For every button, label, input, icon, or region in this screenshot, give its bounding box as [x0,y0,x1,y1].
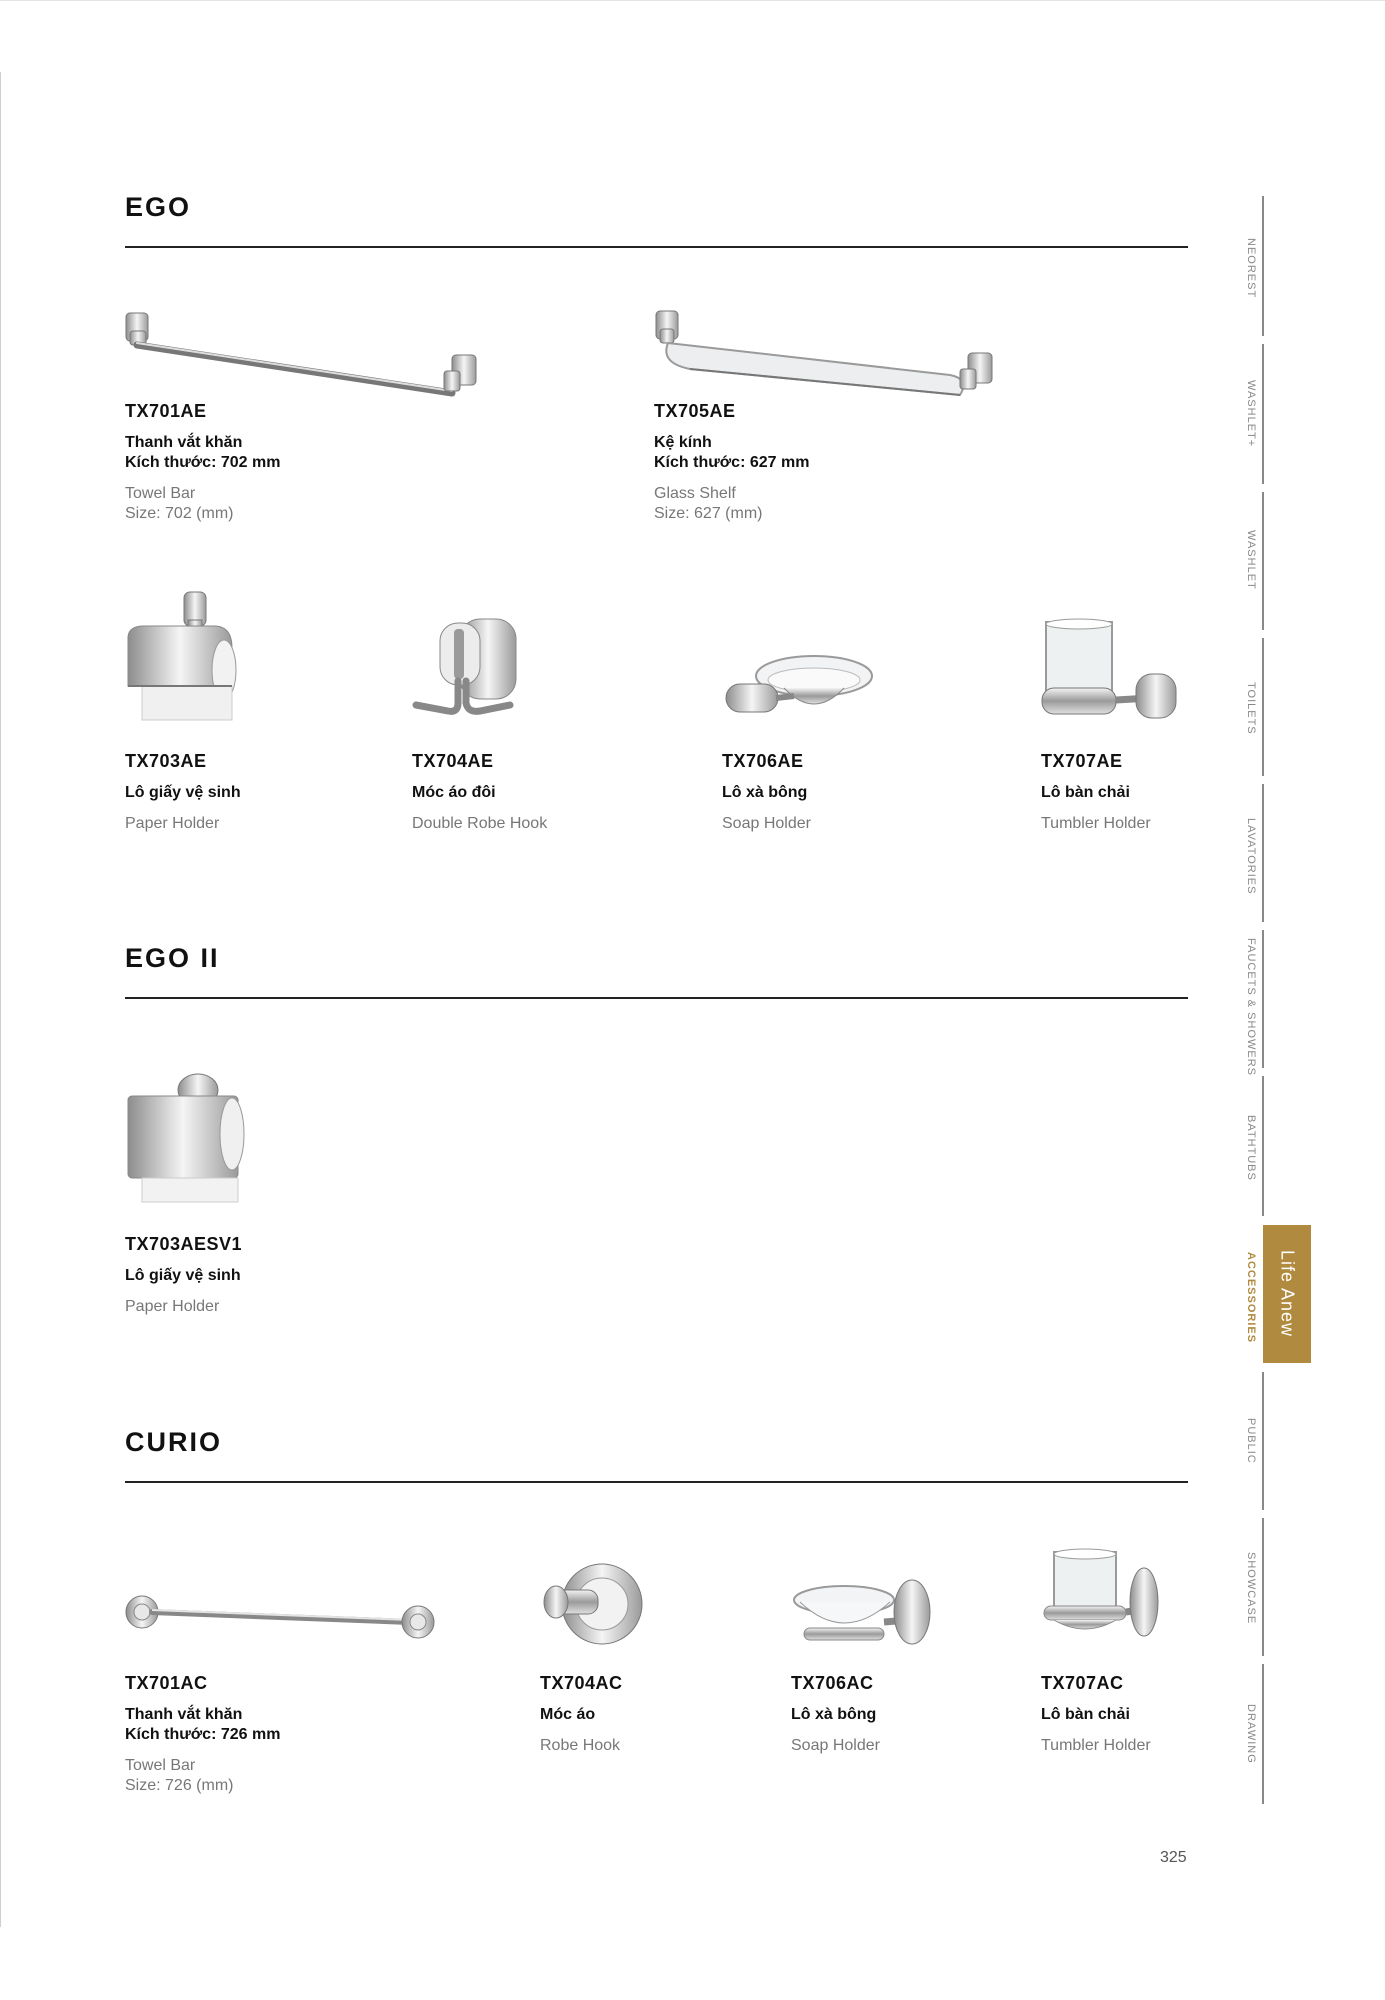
side-nav-divider [1262,196,1264,336]
page-left-border [0,72,1,1927]
product-size-vn: Kích thước: 627 mm [654,454,810,471]
product-name-vn: Lô giấy vệ sinh [125,784,241,801]
side-nav-divider [1262,1076,1264,1216]
product-tx701ae [125,400,280,524]
product-name-en: Tumbler Holder [1041,1737,1151,1754]
product-size-en: Size: 702 (mm) [125,505,234,522]
side-nav-item-accessories[interactable]: ACCESSORIES [1245,1252,1257,1344]
paper-holder-image [124,590,244,730]
side-nav-divider [1262,638,1264,776]
towel-bar-image [122,305,487,405]
section-divider-ego-ii [125,997,1188,999]
product-code: TX701AC [125,1673,208,1693]
product-name-en: Tumbler Holder [1041,815,1151,832]
product-code: TX704AE [412,751,494,771]
side-nav-item-washlet[interactable]: WASHLET [1245,530,1257,590]
side-nav-divider [1262,492,1264,630]
side-nav-item-public[interactable]: PUBLIC [1245,1418,1257,1464]
product-code: TX706AE [722,751,804,771]
curio-robe-hook-image [538,1562,648,1652]
product-name-vn: Lô xà bông [791,1706,877,1723]
product-name-en: Paper Holder [125,1298,220,1315]
active-tab-label: Life Anew [1277,1250,1298,1338]
product-tx703ae [125,750,241,834]
product-size-en: Size: 627 (mm) [654,505,763,522]
side-nav-item-showcase[interactable]: SHOWCASE [1245,1552,1257,1625]
soap-holder-image [722,650,877,730]
product-tx701ac [125,1672,280,1796]
product-name-en: Robe Hook [540,1737,621,1754]
side-nav-divider [1262,784,1264,922]
side-nav-item-lavatories[interactable]: LAVATORIES [1245,818,1257,895]
product-code: TX707AE [1041,751,1123,771]
product-name-en: Double Robe Hook [412,815,548,832]
product-name-vn: Lô bàn chải [1041,1706,1130,1723]
product-name-en: Towel Bar [125,485,196,502]
side-nav-item-bathtubs[interactable]: BATHTUBS [1245,1115,1257,1181]
product-name-vn: Móc áo đôi [412,784,496,801]
product-tx704ac [540,1672,623,1756]
product-tx706ae [722,750,811,834]
product-code: TX703AESV1 [125,1234,243,1254]
product-name-vn: Thanh vắt khăn [125,434,243,451]
product-tx703aesv1 [125,1233,242,1317]
side-nav-item-neorest[interactable]: NEOREST [1245,238,1257,299]
product-name-vn: Kệ kính [654,434,712,451]
section-divider-ego [125,246,1188,248]
glass-shelf-image [650,305,1005,410]
product-tx707ae [1041,750,1151,834]
product-tx707ac [1041,1672,1151,1756]
product-name-vn: Lô xà bông [722,784,808,801]
product-name-en: Soap Holder [791,1737,880,1754]
side-nav-item-faucets-showers[interactable]: FAUCETS & SHOWERS [1245,938,1257,1077]
side-nav-item-drawing[interactable]: DRAWING [1245,1704,1257,1764]
product-size-vn: Kích thước: 702 mm [125,454,281,471]
double-robe-hook-image [410,615,525,730]
product-name-en: Soap Holder [722,815,811,832]
side-nav-divider [1262,1518,1264,1656]
page-number: 325 [1160,1849,1187,1866]
product-code: TX704AC [540,1673,623,1693]
product-code: TX705AE [654,401,736,421]
product-code: TX707AC [1041,1673,1124,1693]
product-name-en: Towel Bar [125,1757,196,1774]
product-name-vn: Thanh vắt khăn [125,1706,243,1723]
paper-holder-sv1-image [124,1072,259,1212]
product-code: TX706AC [791,1673,874,1693]
side-nav-divider [1262,930,1264,1068]
section-title-curio: CURIO [125,1427,222,1457]
product-code: TX701AE [125,401,207,421]
section-title-ego-ii: EGO II [125,943,220,973]
product-size-en: Size: 726 (mm) [125,1777,234,1794]
side-nav-divider [1262,344,1264,484]
side-nav-item-toilets[interactable]: TOILETS [1245,682,1257,735]
section-title-ego: EGO [125,192,192,222]
product-name-en: Paper Holder [125,815,220,832]
curio-soap-holder-image [790,1572,935,1652]
side-nav-divider [1262,1372,1264,1510]
side-nav-divider [1262,1664,1264,1804]
curio-towel-bar-image [124,1590,439,1640]
product-size-vn: Kích thước: 726 mm [125,1726,281,1743]
product-tx706ac [791,1672,880,1756]
side-nav-item-washlet-plus[interactable]: WASHLET+ [1245,380,1257,448]
page-top-border [0,0,1385,1]
product-tx705ae [654,400,809,524]
section-divider-curio [125,1481,1188,1483]
product-name-vn: Lô bàn chải [1041,784,1130,801]
curio-tumbler-holder-image [1040,1548,1165,1648]
product-name-en: Glass Shelf [654,485,736,502]
tumbler-holder-image [1040,618,1185,733]
product-name-vn: Lô giấy vệ sinh [125,1267,241,1284]
product-name-vn: Móc áo [540,1706,596,1723]
product-tx704ae [412,750,547,834]
product-code: TX703AE [125,751,207,771]
